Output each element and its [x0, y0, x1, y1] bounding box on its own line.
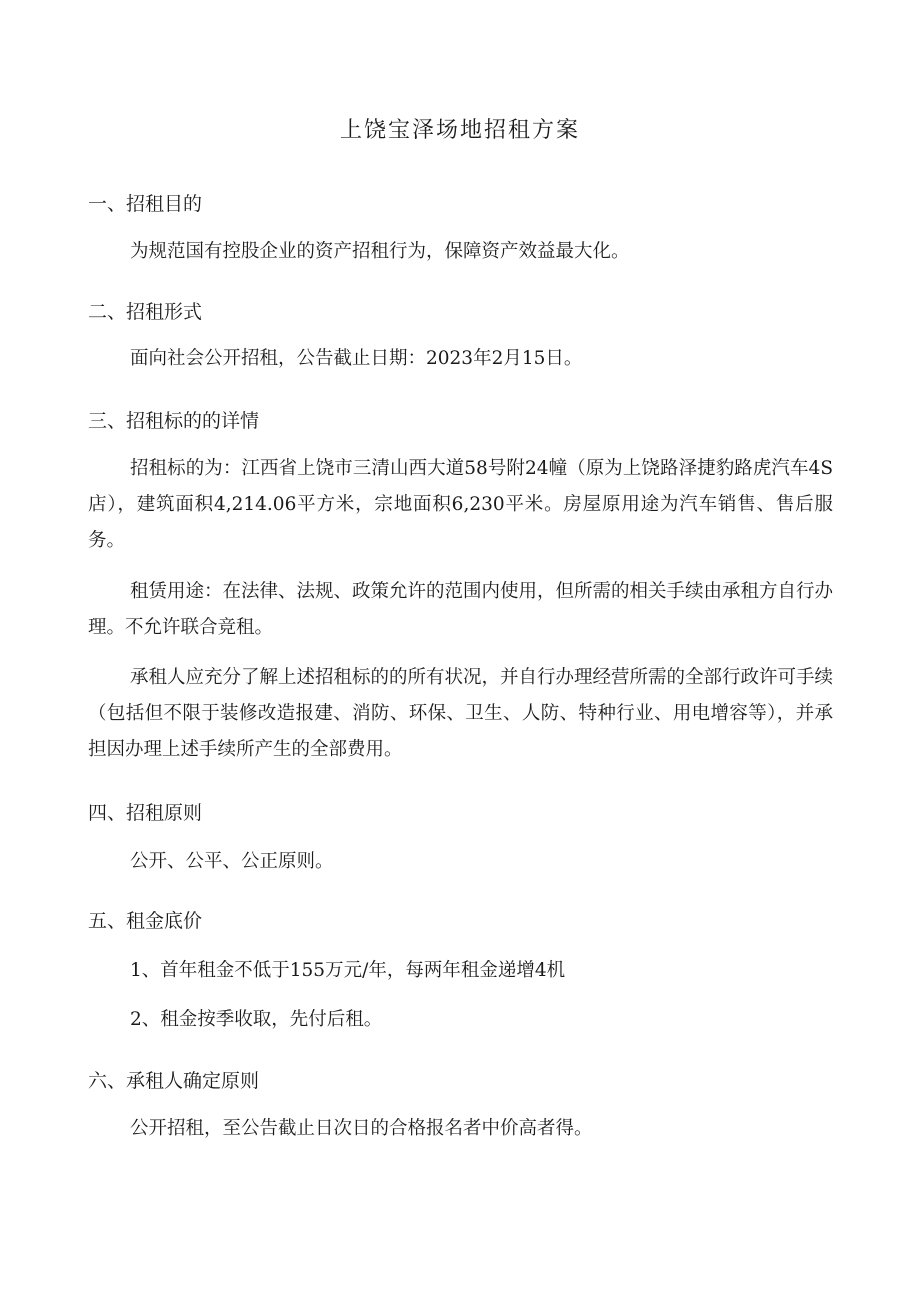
section-6-paragraph: 公开招租，至公告截止日次日的合格报名者中价高者得。 [130, 1118, 593, 1139]
section-2-heading: 二、招租形式 [88, 301, 203, 323]
section-6-heading: 六、承租人确定原则 [88, 1070, 260, 1092]
section-1-heading: 一、招租目的 [88, 193, 203, 215]
section-5-item-1: 1、首年租金不低于155万元/年，每两年租金递增4机 [130, 960, 566, 981]
document-title: 上饶宝泽场地招租方案 [339, 118, 580, 143]
section-3-heading: 三、招租标的的详情 [88, 410, 260, 432]
section-3-paragraph-subject: 招租标的为：江西省上饶市三清山西大道58号附24幢（原为上饶路泽捷豹路虎汽车4S店），建筑面积4,214.06平方米，宗地面积6,230平米。房屋原用途为汽车销售、售后服务。 [88, 458, 833, 551]
section-5-heading: 五、租金底价 [88, 910, 203, 932]
section-5-item-2: 2、租金按季收取，先付后租。 [130, 1009, 383, 1030]
section-4-paragraph: 公开、公平、公正原则。 [130, 851, 334, 872]
section-3-paragraph-usage: 租赁用途：在法律、法规、政策允许的范围内使用，但所需的相关手续由承租方自行办理。不允许联合竞租。 [88, 581, 834, 638]
section-3-paragraph-obligations: 承租人应充分了解上述招租标的的所有状况，并自行办理经营所需的全部行政许可手续（包括但不限于装修改造报建、消防、环保、卫生、人防、特种行业、用电增容等），并承担因办理上述手续所产生的全部费用。 [88, 667, 834, 760]
section-4-heading: 四、招租原则 [88, 802, 203, 824]
section-2-paragraph: 面向社会公开招租，公告截止日期：2023年2月15日。 [130, 348, 583, 369]
section-1-paragraph: 为规范国有控股企业的资产招租行为，保障资产效益最大化。 [130, 241, 630, 262]
